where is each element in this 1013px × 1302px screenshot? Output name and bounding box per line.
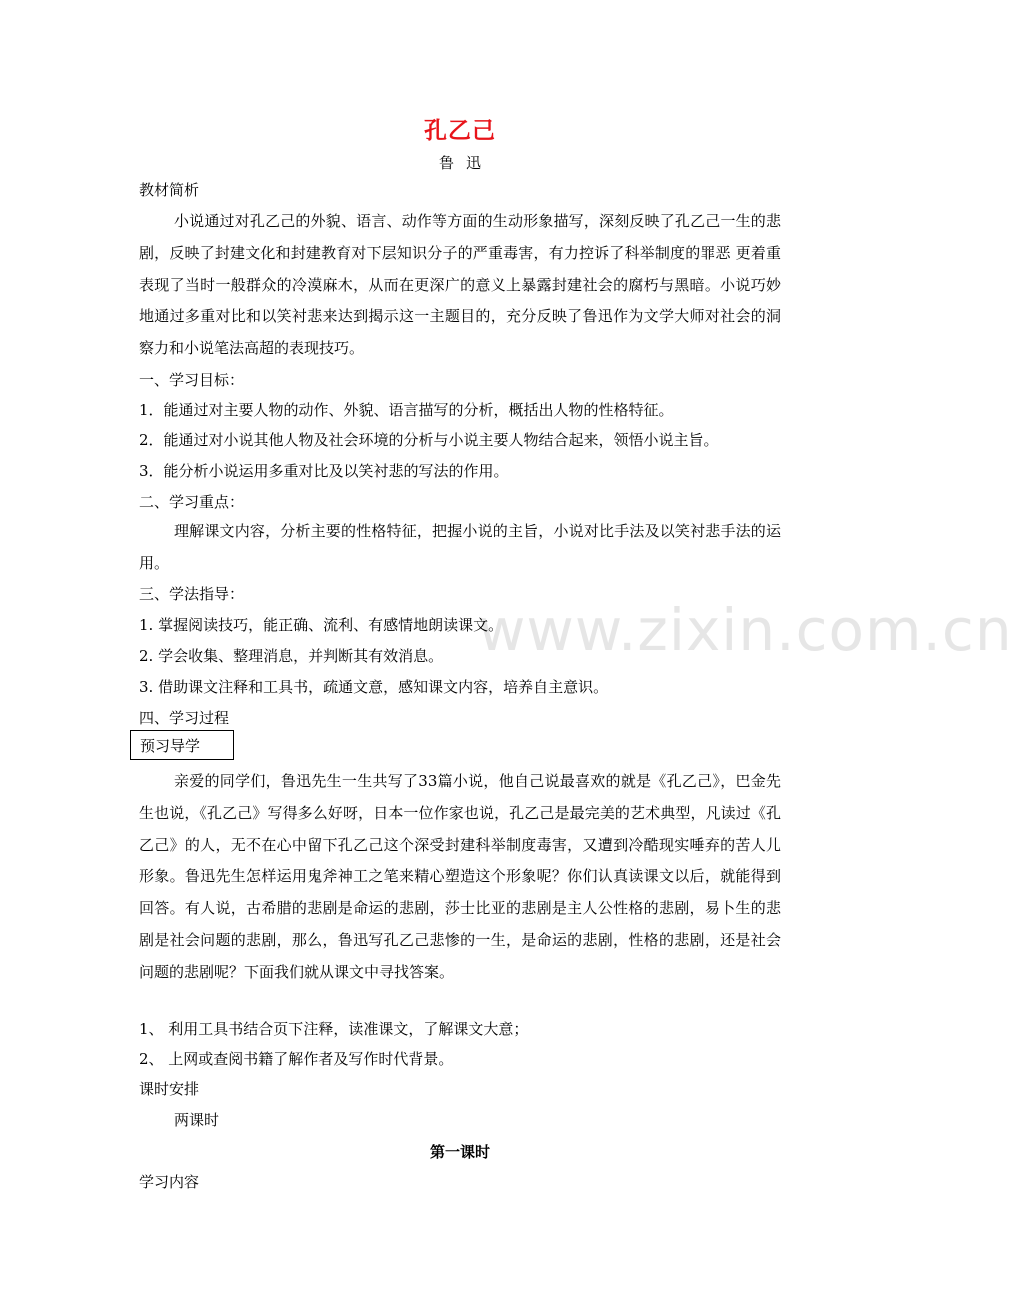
schedule-heading: 课时安排 — [139, 1080, 200, 1098]
preview-box — [130, 730, 234, 760]
schedule-value: 两课时 — [174, 1111, 220, 1129]
method-item: 1. 掌握阅读技巧，能正确、流利、有感情地朗读课文。 — [139, 616, 504, 634]
method-item: 2. 学会收集、整理消息，并判断其有效消息。 — [139, 647, 444, 665]
preview-box-label: 预习导学 — [140, 737, 201, 755]
keypoints-paragraph: 理解课文内容，分析主要的性格特征，把握小说的主旨，小说对比手法及以笑衬悲手法的运用。 — [139, 522, 781, 572]
document-title: 孔乙己 — [424, 117, 496, 144]
goal-item: 3．能分析小说运用多重对比及以笑衬悲的写法的作用。 — [139, 462, 509, 480]
document-author: 鲁迅 — [438, 154, 493, 172]
analysis-paragraph: 小说通过对孔乙己的外貌、语言、动作等方面的生动形象描写，深刻反映了孔乙己一生的悲剧，反映了封建文化和封建教育对下层知识分子的严重毒害，有力控诉了科举制度的罪恶 更着重表现了当时一般群众的冷漠麻木，从而在更深广的意义上暴露封建社会的腐朽与黑暗。小说巧妙地通过多重对比和以笑衬悲来达到揭示这一主题目的，充分反映了鲁迅作为文学大师对社会的洞察力和小说笔法高超的表现技巧。 — [139, 212, 781, 358]
goal-item: 1．能通过对主要人物的动作、外貌、语言描写的分析，概括出人物的性格特征。 — [139, 401, 674, 419]
methods-heading: 三、学法指导： — [139, 585, 245, 603]
process-item: 1、 利用工具书结合页下注释，读准课文，了解课文大意； — [139, 1020, 529, 1038]
process-item: 2、 上网或查阅书籍了解作者及写作时代背景。 — [139, 1050, 454, 1068]
process-paragraph: 亲爱的同学们，鲁迅先生一生共写了33篇小说，他自己说最喜欢的就是《孔乙己》，巴金先生也说，《孔乙己》写得多么好呀，日本一位作家也说，孔乙己是最完美的艺术典型，凡读过《孔乙己》的人，无不在心中留下孔乙己这个深受封建科举制度毒害，又遭到冷酷现实唾弃的苦人儿形象。鲁迅先生怎样运用鬼斧神工之笔来精心塑造这个形象呢？你们认真读课文以后，就能得到回答。有人说，古希腊的悲剧是命运的悲剧，莎士比亚的悲剧是主人公性格的悲剧，易卜生的悲剧是社会问题的悲剧，那么，鲁迅写孔乙己悲惨的一生，是命运的悲剧，性格的悲剧，还是社会问题的悲剧呢？下面我们就从课文中寻找答案。 — [139, 772, 781, 981]
goals-heading: 一、学习目标： — [139, 371, 245, 389]
lesson-one-heading: 第一课时 — [429, 1143, 490, 1161]
lesson-one-subheading: 学习内容 — [139, 1173, 200, 1191]
watermark-text: www.zixin.com.cn — [478, 596, 1013, 664]
process-heading: 四、学习过程 — [139, 709, 230, 727]
method-item: 3. 借助课文注释和工具书，疏通文意，感知课文内容，培养自主意识。 — [139, 678, 609, 696]
goal-item: 2．能通过对小说其他人物及社会环境的分析与小说主要人物结合起来，领悟小说主旨。 — [139, 431, 719, 449]
keypoints-heading: 二、学习重点： — [139, 493, 245, 511]
analysis-heading: 教材简析 — [139, 181, 200, 199]
